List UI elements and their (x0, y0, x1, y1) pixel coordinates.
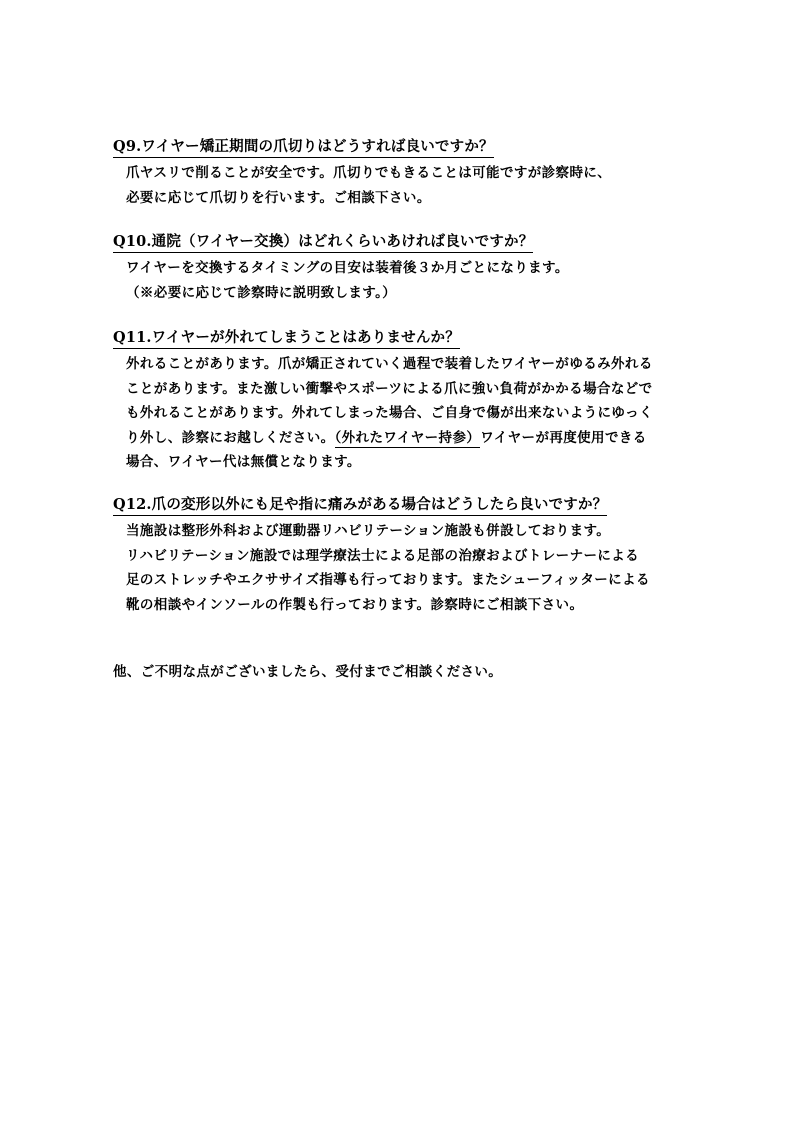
answer-line: 靴の相談やインソールの作製も行っております。診察時にご相談下さい。 (126, 596, 584, 613)
answer-line: 爪ヤスリで削ることが安全です。爪切りでもきることは可能ですが診察時に、 (126, 165, 612, 181)
answer-line: ワイヤーを交換するタイミングの目安は装着後３か月ごとになります。 (126, 260, 569, 276)
answer-line: ことがあります。また激しい衝撃やスポーツによる爪に強い負荷がかかる場合などで (126, 380, 653, 397)
faq-item-q12 (113, 494, 673, 617)
answer-line: （※必要に応じて診察時に説明致します。） (126, 284, 397, 301)
faq-item-q9 (113, 136, 673, 210)
footer-note: 他、ご不明な点がございましたら、受付までご相談ください。 (113, 664, 503, 680)
faq-item-q11 (113, 327, 673, 475)
answer-line: も外れることがあります。外れてしまった場合、ご自身で傷が出来ないようにゆっく (126, 405, 653, 421)
answer-q9 (113, 161, 673, 210)
question-q11: Q11.ワイヤーが外れてしまうことはありませんか？ (113, 328, 460, 349)
answer-line-text: ワイヤーが再度使用できる (480, 429, 647, 446)
question-q12: Q12.爪の変形以外にも足や指に痛みがある場合はどうしたら良いですか？ (113, 495, 607, 516)
answer-line: 必要に応じて爪切りを行います。ご相談下さい。 (126, 189, 431, 206)
answer-q11 (113, 352, 673, 475)
answer-q12 (113, 519, 673, 617)
answer-q10 (113, 256, 673, 305)
faq-item-q10 (113, 231, 673, 305)
answer-line-text: り外し、診察にお越しください。 (126, 429, 335, 446)
underlined-note: （外れたワイヤー持参） (334, 429, 481, 446)
question-q10: Q10.通院（ワイヤー交換）はどれくらいあければ良いですか？ (113, 232, 533, 253)
answer-line: 足のストレッチやエクササイズ指導も行っております。またシューフィッターによる (126, 572, 650, 588)
question-q9: Q9.ワイヤー矯正期間の爪切りはどうすれば良いですか？ (113, 137, 494, 158)
answer-line (126, 426, 673, 451)
answer-line: 当施設は整形外科および運動器リハビリテーション施設も併設しております。 (126, 523, 611, 539)
answer-line: リハビリテーション施設では理学療法士による足部の治療およびトレーナーによる (126, 547, 640, 564)
answer-line: 外れることがあります。爪が矯正されていく過程で装着したワイヤーがゆるみ外れる (126, 356, 653, 372)
answer-line: 場合、ワイヤー代は無償となります。 (126, 454, 361, 470)
